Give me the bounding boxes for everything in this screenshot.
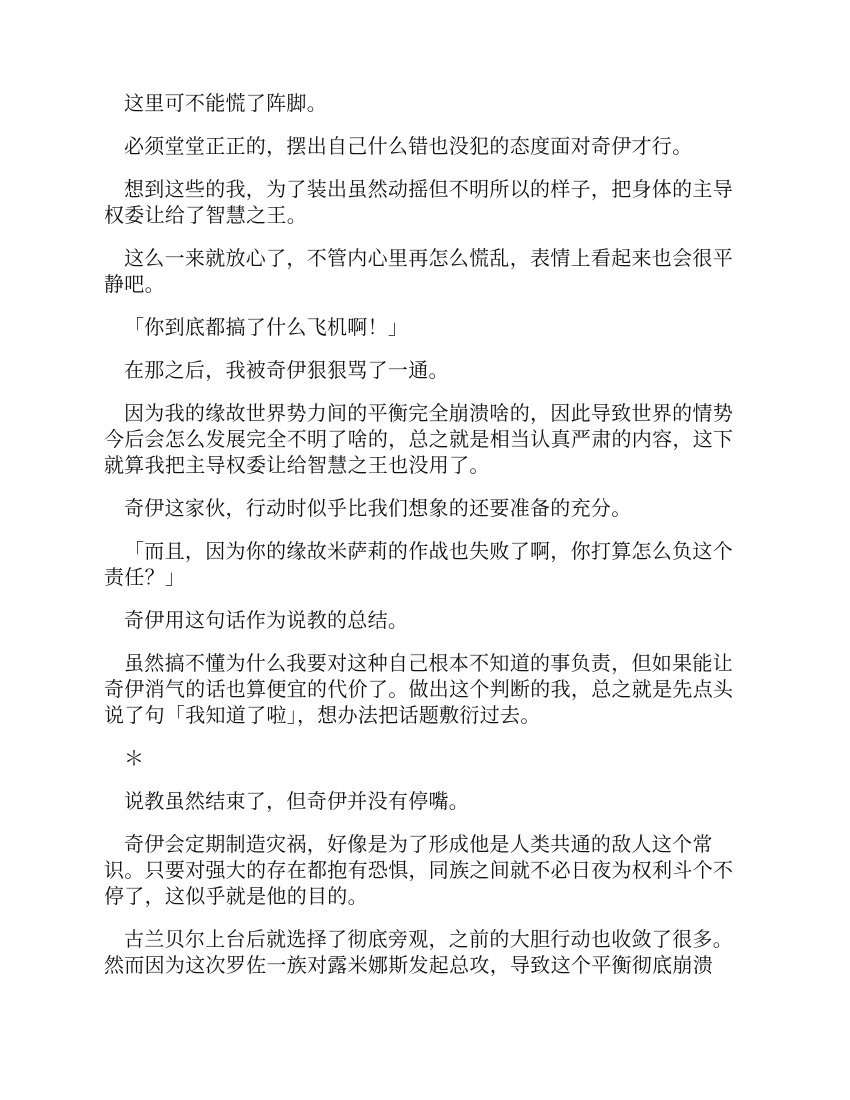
document-page <box>104 90 749 995</box>
dialogue-line: 「而且，因为你的缘故米萨莉的作战也失败了啊，你打算怎么负这个责任？」 <box>104 539 733 589</box>
paragraph: 奇伊用这句话作为说教的总结。 <box>124 608 409 632</box>
paragraph: 奇伊这家伙，行动时似乎比我们想象的还要准备的充分。 <box>124 496 632 520</box>
paragraph: 这里可不能慌了阵脚。 <box>124 91 327 115</box>
paragraph: 古兰贝尔上台后就选择了彻底旁观，之前的大胆行动也收敛了很多。然而因为这次罗佐一族对露米娜斯发起总攻，导致这个平衡彻底崩溃 <box>104 927 733 977</box>
section-separator: ＊ <box>124 746 145 770</box>
paragraph: 奇伊会定期制造灾祸，好像是为了形成他是人类共通的敌人这个常识。只要对强大的存在都抱有恐惧，同族之间就不必日夜为权利斗个不停了，这似乎就是他的目的。 <box>104 832 734 908</box>
paragraph: 想到这些的我，为了装出虽然动摇但不明所以的样子，把身体的主导权委让给了智慧之王。 <box>104 177 733 227</box>
dialogue-line: 「你到底都搞了什么飞机啊！」 <box>124 315 409 339</box>
paragraph: 必须堂堂正正的，摆出自己什么错也没犯的态度面对奇伊才行。 <box>124 134 693 158</box>
paragraph: 说教虽然结束了，但奇伊并没有停嘴。 <box>124 789 470 813</box>
paragraph: 因为我的缘故世界势力间的平衡完全崩溃啥的，因此导致世界的情势今后会怎么发展完全不明了啥的，总之就是相当认真严肃的内容，这下就算我把主导权委让给智慧之王也没用了。 <box>104 401 734 477</box>
paragraph: 在那之后，我被奇伊狠狠骂了一通。 <box>124 358 449 382</box>
paragraph: 虽然搞不懂为什么我要对这种自己根本不知道的事负责，但如果能让奇伊消气的话也算便宜的代价了。做出这个判断的我，总之就是先点头说了句「我知道了啦」，想办法把话题敷衍过去。 <box>104 651 734 727</box>
paragraph: 这么一来就放心了，不管内心里再怎么慌乱，表情上看起来也会很平静吧。 <box>104 246 733 296</box>
